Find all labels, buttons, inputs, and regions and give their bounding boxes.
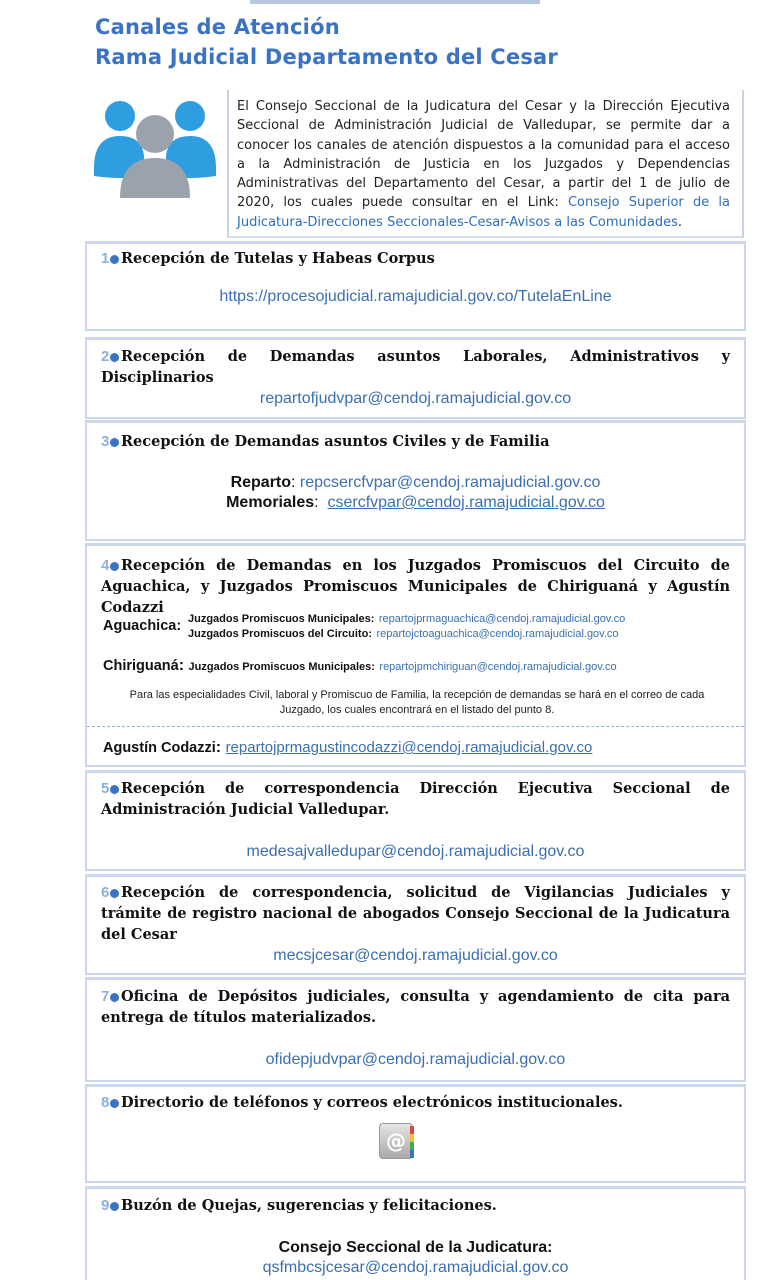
specialties-note: Para las especialidades Civil, laboral y Promiscuo de Familia, la recepción de demandas se hará en el correo de cada Juzgado, los cuales encontrará en el listado del punto 8. [129,689,705,716]
chiriguana-label: Chiriguaná [103,658,179,674]
memoriales-label: Memoriales [226,494,315,511]
memoriales-email[interactable]: csercfvpar@cendoj.ramajudicial.gov.co [327,494,605,511]
section-title: Recepción de correspondencia, solicitud de Vigilancias Judiciales y trámite de registro nacional de abogados Consejo Seccional de la Judicatura del Cesar [101,884,730,943]
section-6 [85,874,746,975]
section-title: Recepción de Tutelas y Habeas Corpus [121,250,435,267]
section-title: Recepción de Demandas asuntos Laborales, Administrativos y Disciplinarios [101,348,730,386]
section-3 [85,420,746,541]
aguachica-cto-label: Juzgados Promiscuos del Circuito: [188,628,372,640]
people-group-icon [92,96,218,200]
top-accent-bar [250,0,540,4]
chiriguana-row: Chiriguaná: Juzgados Promiscuos Municipales: repartojpmchiriguan@cendoj.ramajudicial.gov.co [103,657,617,674]
number-badge-icon: 6 [101,884,119,898]
ofidep-email[interactable]: ofidepjudvpar@cendoj.ramajudicial.gov.co [265,1051,566,1068]
section-9 [85,1186,746,1280]
number-badge-icon: 1 [101,250,119,264]
tutela-link[interactable]: https://procesojudicial.ramajudicial.gov.co/TutelaEnLine [219,288,612,305]
dashed-divider [87,726,744,727]
section-title: Recepción de Demandas en los Juzgados Promiscuos del Circuito de Aguachica, y Juzgados Promiscuos Municipales de Chiriguaná y Agustín Codazzi [101,557,730,616]
chiriguana-mun-email[interactable]: repartojpmchiriguan@cendoj.ramajudicial.gov.co [379,661,617,673]
chiriguana-mun-label: Juzgados Promiscuos Municipales: [188,661,375,673]
aguachica-mun-email[interactable]: repartojprmaguachica@cendoj.ramajudicial.gov.co [378,613,626,625]
section-title: Oficina de Depósitos judiciales, consulta y agendamiento de cita para entrega de títulos materializados. [101,988,730,1026]
quejas-subtitle: Consejo Seccional de la Judicatura: [278,1239,553,1256]
intro-paragraph [227,90,744,238]
aguachica-mun-label: Juzgados Promiscuos Municipales: [188,613,375,625]
intro-link[interactable]: Consejo Superior de la Judicatura-Direcciones Seccionales-Cesar-Avisos a las Comunidades [237,195,730,230]
number-badge-icon: 5 [101,780,119,794]
reparto-row: Reparto: repcsercfvpar@cendoj.ramajudicial.gov.co [230,474,601,491]
page-subtitle: Rama Judicial Departamento del Cesar [95,45,558,69]
mecsj-email[interactable]: mecsjcesar@cendoj.ramajudicial.gov.co [273,947,558,964]
reparto-label: Reparto [230,474,292,491]
section-title: Buzón de Quejas, sugerencias y felicitaciones. [121,1197,497,1214]
section-7 [85,977,746,1082]
section-1 [85,241,746,331]
number-badge-icon: 3 [101,433,119,447]
section-2 [85,337,746,419]
number-badge-icon: 9 [101,1197,119,1211]
number-badge-icon: 8 [101,1094,119,1108]
memoriales-row: Memoriales: csercfvpar@cendoj.ramajudicial.gov.co [226,494,605,511]
intro-end: . [677,214,683,230]
laborales-email[interactable]: repartofjudvpar@cendoj.ramajudicial.gov.co [259,390,572,407]
codazzi-row: Agustín Codazzi: repartojprmagustincodazzi@cendoj.ramajudicial.gov.co [103,739,593,756]
page-title: Canales de Atención [95,15,340,39]
section-8 [85,1084,746,1183]
aguachica-juzgados [188,611,625,641]
section-5 [85,770,746,871]
section-title: Directorio de teléfonos y correos electrónicos institucionales. [121,1094,623,1111]
quejas-email[interactable]: qsfmbcsjcesar@cendoj.ramajudicial.gov.co [262,1259,569,1276]
intro-text: El Consejo Seccional de la Judicatura del Cesar y la Dirección Ejecutiva Seccional de Administración Judicial de Valledupar, se permite dar a conocer los canales de atención dispuestos a la comunidad para el acceso a la Administración de Justicia en los Juzgados y Dependencias Administrativas del Departamento del Cesar, a partir del 1 de julio de 2020, los cuales puede consultar en el Link: [237,99,730,211]
section-4 [85,543,746,767]
aguachica-cto-email[interactable]: repartojctoaguachica@cendoj.ramajudicial.gov.co [376,628,619,640]
codazzi-label: Agustín Codazzi [103,740,216,756]
section-title: Recepción de Demandas asuntos Civiles y de Familia [121,433,550,450]
aguachica-label: Aguachica: [103,618,182,634]
number-badge-icon: 7 [101,988,119,1002]
email-at-icon[interactable]: @ [379,1123,413,1159]
number-badge-icon: 2 [101,348,119,362]
reparto-email[interactable]: repcsercfvpar@cendoj.ramajudicial.gov.co [299,474,601,491]
medesaj-email[interactable]: medesajvalledupar@cendoj.ramajudicial.gov.co [246,843,585,860]
section-title: Recepción de correspondencia Dirección Ejecutiva Seccional de Administración Judicial Valledupar. [101,780,730,818]
codazzi-email[interactable]: repartojprmagustincodazzi@cendoj.ramajudicial.gov.co [225,739,593,756]
number-badge-icon: 4 [101,557,119,571]
